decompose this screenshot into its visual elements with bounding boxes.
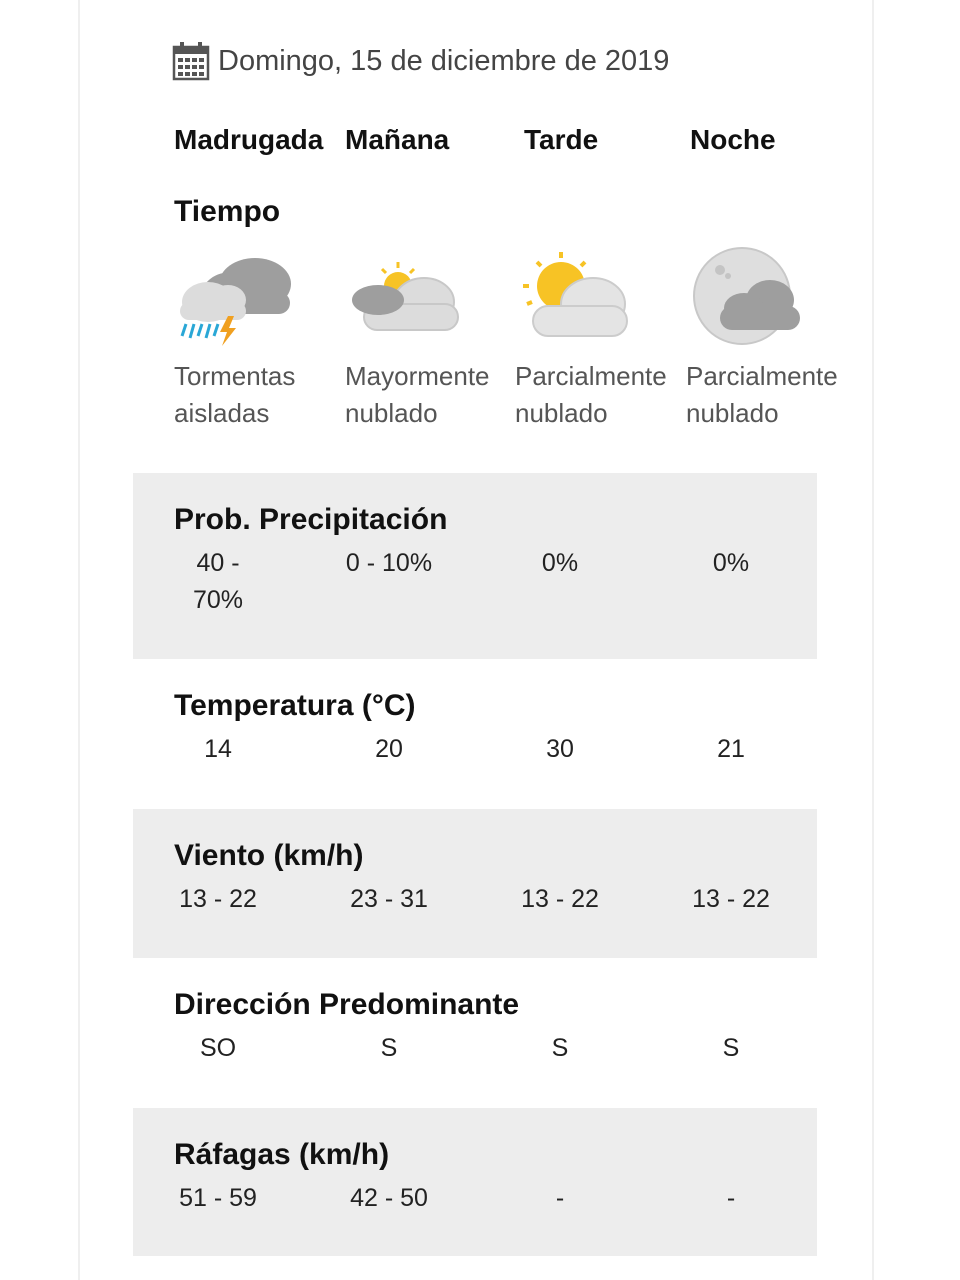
precipitation-title: Prob. Precipitación (174, 503, 448, 536)
weather-desc-noche (686, 358, 856, 432)
desc-line: Parcialmente (515, 361, 667, 391)
desc-line: Tormentas (174, 361, 296, 391)
wind-value-madrugada: 13 - 22 (179, 885, 257, 913)
weather-desc-manana (345, 358, 515, 432)
direction-section (133, 958, 817, 1108)
weather-icon-manana (342, 244, 472, 354)
precip-value-tarde: 0% (541, 549, 579, 577)
direction-value-manana: S (380, 1034, 398, 1062)
temperature-section (133, 659, 817, 809)
precipitation-section (133, 473, 817, 659)
precip-value-manana: 0 - 10% (345, 549, 433, 577)
direction-title: Dirección Predominante (174, 988, 520, 1021)
period-tarde: Tarde (524, 124, 599, 155)
date-header (172, 38, 669, 84)
temperature-title: Temperatura (°C) (174, 689, 416, 722)
weather-icon-tarde (513, 244, 643, 354)
precip-value-madrugada (133, 545, 303, 619)
desc-line: nublado (515, 398, 608, 428)
wind-section (133, 809, 817, 958)
wind-value-noche: 13 - 22 (692, 885, 770, 913)
gusts-title: Ráfagas (km/h) (174, 1138, 390, 1171)
gusts-value-tarde: - (555, 1184, 565, 1212)
date-text: Domingo, 15 de diciembre de 2019 (218, 44, 670, 77)
temp-value-manana: 20 (375, 735, 403, 763)
temp-value-noche: 21 (717, 735, 745, 763)
wind-value-tarde: 13 - 22 (521, 885, 599, 913)
temp-value-madrugada: 14 (204, 735, 232, 763)
weather-desc-madrugada (174, 358, 344, 432)
gusts-section (133, 1108, 817, 1256)
value-line: 70% (192, 586, 244, 614)
desc-line: Parcialmente (686, 361, 838, 391)
wind-value-manana: 23 - 31 (350, 885, 428, 913)
tiempo-title: Tiempo (174, 195, 281, 228)
period-noche: Noche (690, 124, 776, 155)
thunderstorm-icon (170, 244, 300, 354)
mostly-cloudy-icon (342, 244, 472, 354)
desc-line: nublado (345, 398, 438, 428)
gusts-value-manana: 42 - 50 (350, 1184, 428, 1212)
direction-value-madrugada: SO (199, 1034, 237, 1062)
period-madrugada: Madrugada (174, 124, 324, 155)
weather-icon-madrugada (170, 244, 300, 354)
temp-value-tarde: 30 (546, 735, 574, 763)
desc-line: Mayormente (345, 361, 490, 391)
direction-value-tarde: S (551, 1034, 569, 1062)
direction-value-noche: S (722, 1034, 740, 1062)
calendar-icon (172, 41, 210, 81)
desc-line: nublado (686, 398, 779, 428)
partly-cloudy-night-icon (684, 244, 814, 354)
gusts-value-noche: - (726, 1184, 736, 1212)
value-line: 40 - (196, 549, 240, 577)
wind-title: Viento (km/h) (174, 839, 364, 872)
weather-desc-tarde (515, 358, 685, 432)
gusts-value-madrugada: 51 - 59 (179, 1184, 257, 1212)
precip-value-noche: 0% (712, 549, 750, 577)
weather-icon-noche (684, 244, 814, 354)
period-manana: Mañana (345, 124, 450, 155)
partly-cloudy-day-icon (513, 244, 643, 354)
period-headers (0, 124, 960, 168)
desc-line: aisladas (174, 398, 270, 428)
